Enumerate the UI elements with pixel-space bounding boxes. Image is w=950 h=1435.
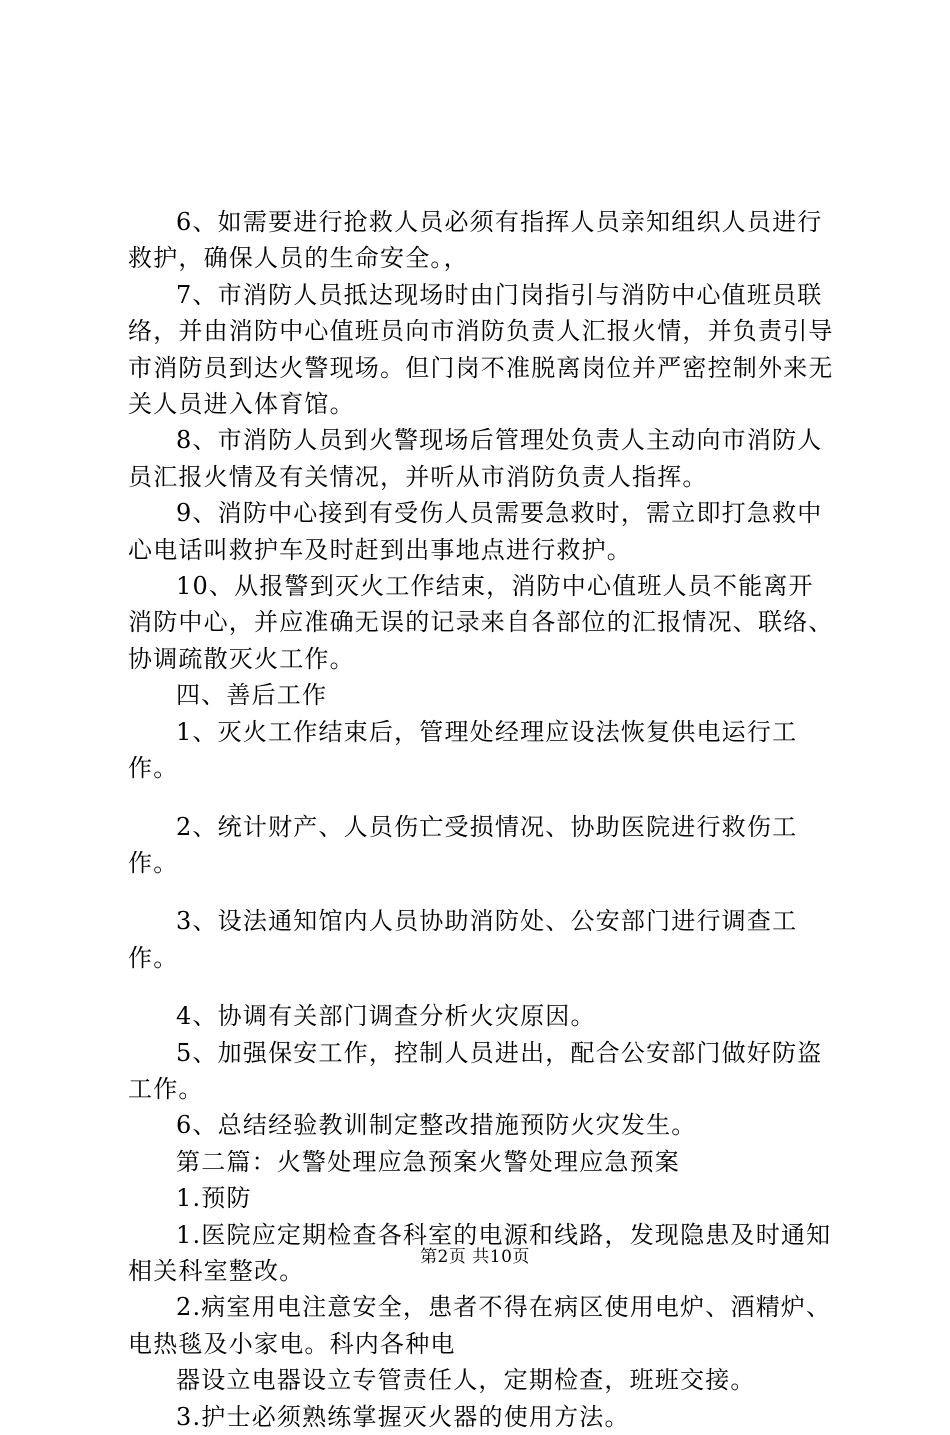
section-heading-aftermath: 四、善后工作: [176, 681, 328, 710]
prevention-item-3: 3.护士必须熟练掌握灭火器的使用方法。: [176, 1402, 630, 1431]
paragraph-6-rescue: 6、如需要进行抢救人员必须有指挥人员亲知组织人员进行救护，确保人员的生命安全。，: [128, 208, 823, 273]
aftermath-item-4: 4、协调有关部门调查分析火灾原因。: [176, 1002, 596, 1031]
prevention-heading: 1.预防: [176, 1184, 252, 1213]
aftermath-item-6: 6、总结经验教训制定整改措施预防火灾发生。: [176, 1111, 697, 1140]
paragraph-7-fire-brigade-arrival: 7、市消防人员抵达现场时由门岗指引与消防中心值班员联络，并由消防中心值班员向市消防负责人汇报火情，并负责引导市消防员到达火警现场。但门岗不准脱离岗位并严密控制外来无关人员进入体育馆。: [128, 280, 834, 419]
chapter-two-title: 第二篇：火警处理应急预案火警处理应急预案: [176, 1147, 680, 1176]
prevention-item-1: 1.医院应定期检查各科室的电源和线路，发现隐患及时通知相关科室整改。: [128, 1220, 832, 1285]
aftermath-item-1: 1、灭火工作结束后，管理处经理应设法恢复供电运行工作。: [128, 717, 798, 783]
prevention-item-2: 2.病室用电注意安全，患者不得在病区使用电炉、酒精炉、电热毯及小家电。科内各种电: [128, 1293, 832, 1358]
paragraph-9-first-aid: 9、消防中心接到有受伤人员需要急救时，需立即打急救中心电话叫救护车及时赶到出事地点进行救护。: [128, 499, 823, 564]
spacer: [128, 976, 838, 998]
prevention-item-2-continued: 器设立电器设立专管责任人，定期检查，班班交接。: [176, 1366, 756, 1395]
spacer: [128, 881, 838, 903]
paragraph-10-control-center: 10、从报警到灭火工作结束，消防中心值班人员不能离开消防中心，并应准确无误的记录来自各部位的汇报情况、联络、协调疏散灭火工作。: [128, 572, 834, 673]
page-number: 第2页 共10页: [420, 1247, 530, 1267]
aftermath-item-2: 2、统计财产、人员伤亡受损情况、协助医院进行救伤工作。: [128, 812, 798, 877]
aftermath-item-5: 5、加强保安工作，控制人员进出，配合公安部门做好防盗工作。: [128, 1038, 823, 1103]
spacer: [128, 787, 838, 809]
paragraph-8-report: 8、市消防人员到火警现场后管理处负责人主动向市消防人员汇报火情及有关情况，并听从市消防负责人指挥。: [128, 426, 823, 491]
aftermath-item-3: 3、设法通知馆内人员协助消防处、公安部门进行调查工作。: [128, 907, 798, 972]
